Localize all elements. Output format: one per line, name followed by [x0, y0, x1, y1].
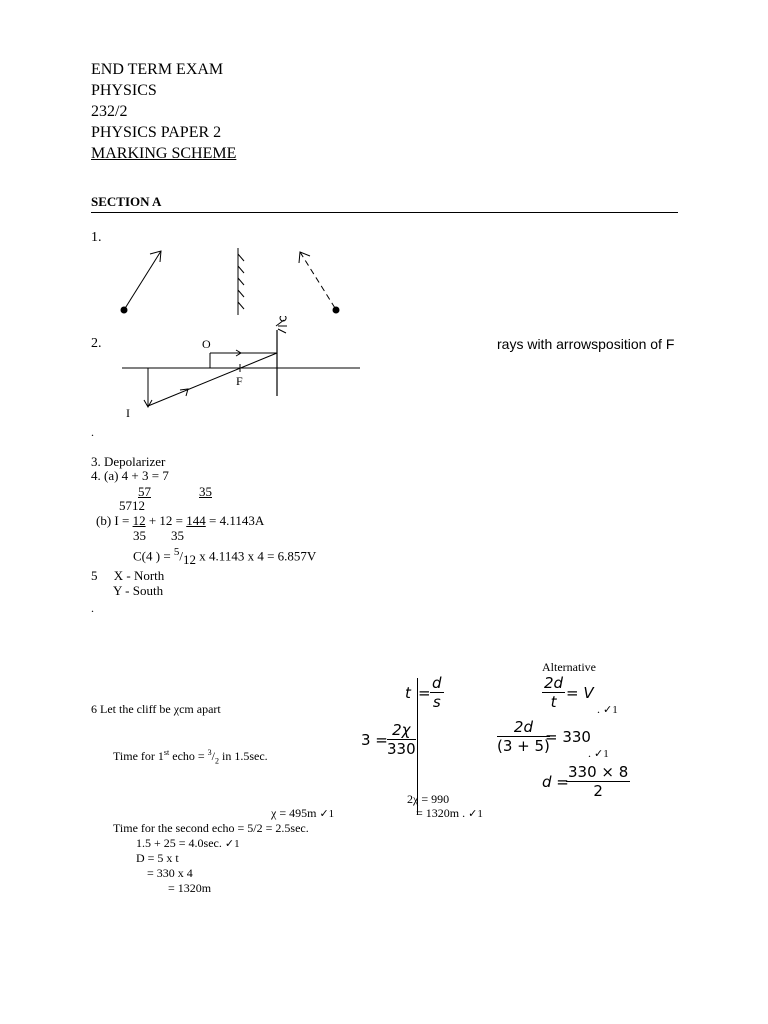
q2-number: 2.	[91, 336, 102, 351]
q1-number: 1.	[91, 230, 102, 245]
q4c-line	[133, 546, 316, 568]
section-title: SECTION A	[91, 194, 162, 209]
q6-frac-330: 330	[387, 740, 416, 758]
q5-y: Y - South	[113, 583, 164, 598]
q4b-den1: 35	[133, 528, 146, 543]
q6-eq-1320-text: = 1320m	[416, 806, 460, 820]
q4a-line: 4. (a) 4 + 3 = 7	[91, 468, 169, 483]
q6-time1-post: in 1.5sec.	[219, 749, 268, 763]
q6-alt-tick1	[597, 702, 618, 717]
q6-alt-den: 2	[593, 782, 603, 800]
q2-lens-diagram	[118, 316, 363, 420]
q6-alt-t: t	[550, 693, 557, 711]
q6-tick-dot: .	[597, 702, 600, 716]
q4b-line	[96, 513, 264, 529]
q6-x495-text: χ = 495m	[271, 806, 317, 820]
q4c-5: 5	[173, 546, 180, 558]
q6-time1-st: st	[163, 748, 170, 757]
q6-frac-s: s	[432, 693, 441, 711]
exam-title: END TERM EXAM	[91, 61, 224, 78]
q5-x: 5 X - North	[91, 568, 165, 583]
q5-dot: .	[91, 601, 94, 615]
q4c-pre: C(4 ) =	[133, 548, 174, 564]
q2-dot: .	[91, 425, 94, 439]
q6-alternative-label: Alternative	[542, 660, 596, 674]
q6-intro-post: cm apart	[179, 702, 221, 716]
q6-three-eq: 3 =	[361, 731, 388, 749]
q4b-mid: + 12 =	[145, 513, 187, 528]
q6-frac-d: d	[432, 674, 442, 692]
q6-t: t	[405, 684, 411, 702]
q6-alt-eq-v: = V	[566, 684, 594, 702]
q4b-pre: (b) I =	[96, 513, 133, 528]
q6-time1-pre: Time for 1	[113, 749, 164, 763]
q6-time-first-echo: Time for 1st echo = $^3/_2$ in 1.5sec.	[113, 748, 268, 766]
q6-alt-330x8-over-2	[566, 763, 630, 800]
q6-eq-sign: =	[418, 684, 431, 702]
q6-alt-2d-over-t	[542, 674, 565, 711]
q6-d-eq2: = 330 x 4	[147, 866, 193, 880]
q6-tick: ✓1	[603, 704, 618, 716]
q6-alt-d-eq: d =	[542, 773, 569, 791]
q6-alt-2d: 2d	[544, 674, 564, 692]
q6-2chi-over-330	[387, 721, 416, 758]
q4a-row: 5712	[119, 498, 145, 513]
paper-name: PHYSICS PAPER 2	[91, 124, 222, 141]
section-rule	[91, 212, 678, 213]
q4a-num1: 57	[138, 484, 151, 499]
q4c-12: 12	[183, 551, 197, 567]
q6-tick: ✓1	[224, 838, 240, 850]
q2-note: rays with arrowsposition of F	[497, 336, 675, 352]
q6-tick: ✓1	[594, 748, 609, 760]
q6-d-eq: D = 5 x t	[136, 851, 179, 865]
marking-scheme-heading: MARKING SCHEME	[91, 145, 237, 162]
q6-sum-text: 1.5 + 25 = 4.0sec.	[136, 836, 222, 850]
q4b-den2: 35	[171, 528, 184, 543]
q6-2chi-990: 2χ = 990	[407, 792, 450, 806]
q6-alt-num: 330 × 8	[568, 763, 629, 781]
q1-reflection-diagram	[110, 240, 360, 320]
q6-time1-mid: echo =	[169, 749, 208, 763]
q6-eq-1320	[416, 806, 483, 821]
q2-label-f: F	[236, 374, 243, 388]
q6-tick-dot: .	[588, 746, 591, 760]
q4b-12: 12	[132, 513, 146, 528]
q6-time1-3: 3	[207, 748, 212, 757]
subject: PHYSICS	[91, 82, 157, 99]
q4b-144: 144	[186, 513, 206, 528]
q6-d-over-s	[430, 674, 444, 711]
q4a-num2: 35	[199, 484, 212, 499]
q6-tick: ✓1	[468, 808, 483, 820]
q2-label-o: O	[202, 337, 211, 351]
q6-alt-tick2	[588, 746, 609, 761]
q6-chi: χ	[173, 702, 180, 716]
q6-alt-2d-over-35	[497, 718, 550, 755]
q6-sum	[136, 836, 240, 851]
q6-alt-eq-330: = 330	[545, 728, 591, 746]
q6-time1-2: 2	[215, 756, 220, 766]
q6-frac-2chi: 2χ	[387, 721, 416, 740]
q6-alt-35: (3 + 5)	[497, 737, 550, 755]
q6-x495	[271, 806, 334, 821]
q3-answer: 3. Depolarizer	[91, 454, 166, 469]
q4c-post: x 4.1143 x 4 = 6.857V	[196, 548, 317, 564]
q6-tick-dot: .	[462, 806, 466, 820]
q6-time-second-echo: Time for the second echo = 5/2 = 2.5sec.	[113, 821, 309, 835]
q4b-post: = 4.1143A	[205, 513, 265, 528]
q6-d-eq3: = 1320m	[168, 881, 212, 895]
q2-label-i: I	[126, 406, 130, 420]
q4c-slash: /	[179, 548, 184, 564]
paper-code: 232/2	[91, 103, 128, 120]
q6-alt-2d2: 2d	[497, 718, 550, 737]
q6-intro-pre: 6 Let the cliff be	[91, 702, 174, 716]
q6-intro	[91, 702, 221, 717]
q6-tick: ✓1	[319, 808, 335, 820]
